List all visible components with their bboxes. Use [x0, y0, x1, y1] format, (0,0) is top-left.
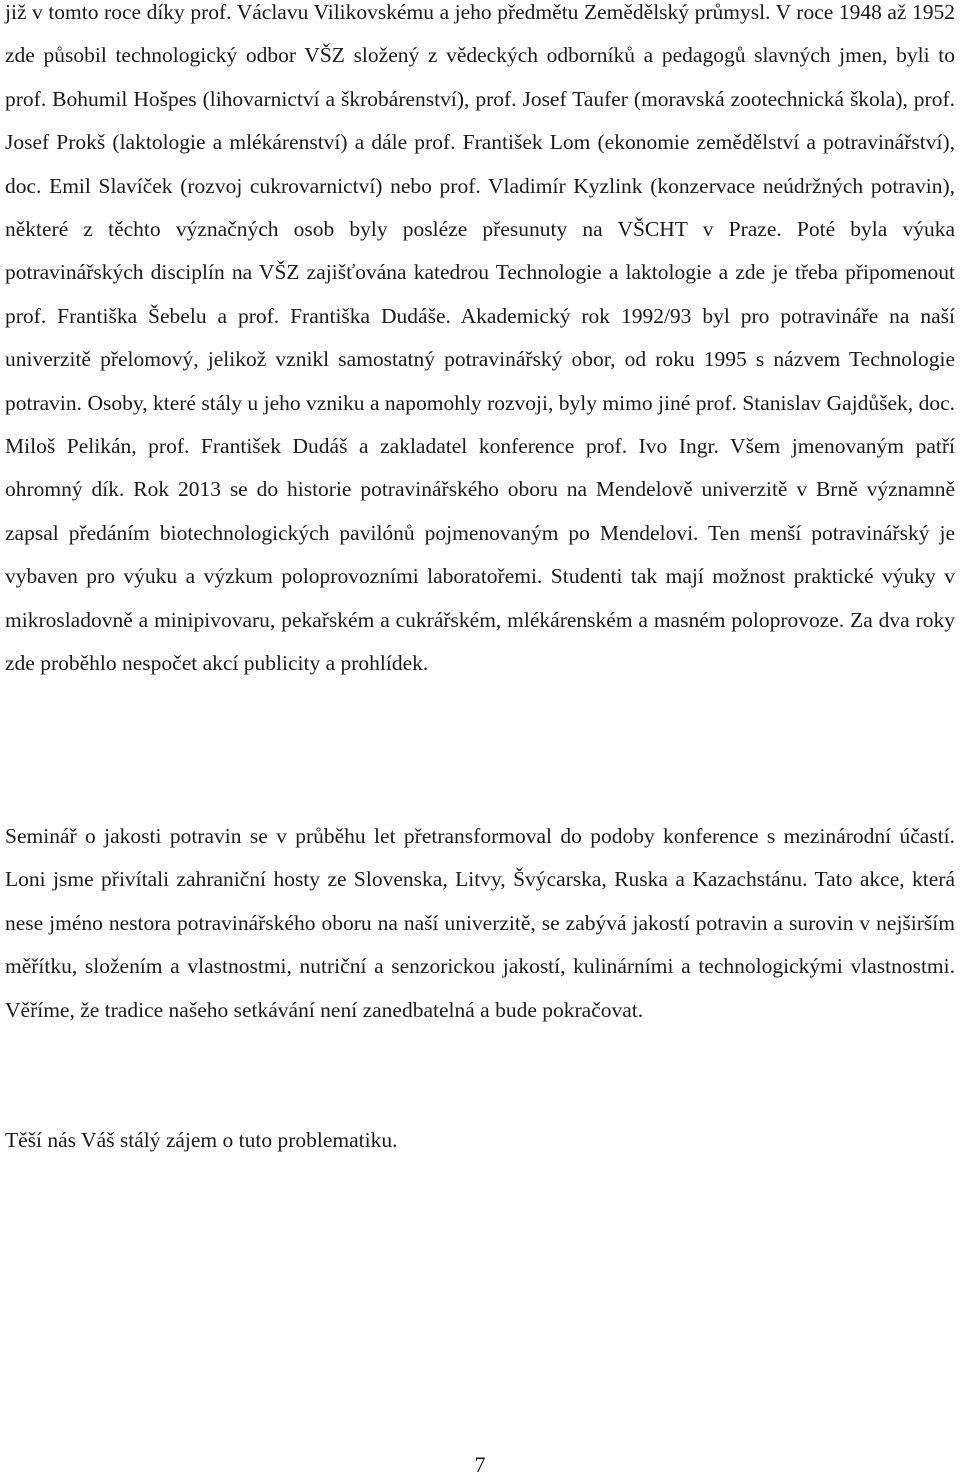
paragraph-history: již v tomto roce díky prof. Václavu Vilikovskému a jeho předmětu Zemědělský průmysl. V roce 1948 až 1952 zde působil technologický odbor VŠZ složený z vědeckých odborníků a pedagogů slavných jmen, byli to prof. Bohumil Hošpes (lihovarnictví a škrobárenství), prof. Josef Taufer (moravská zootechnická škola), prof. Josef Prokš (laktologie a mlékárenství) a dále prof. František Lom (ekonomie zemědělství a potravinářství), doc. Emil Slavíček (rozvoj cukrovarnictví) nebo prof. Vladimír Kyzlink (konzervace neúdržných potravin), některé z těchto význačných osob byly posléze přesunuty na VŠCHT v Praze. Poté byla výuka potravinářských disciplín na VŠZ zajišťována katedrou Technologie a laktologie a zde je třeba připomenout prof. Františka Šebelu a prof. Františka Dudáše. Akademický rok 1992/93 byl pro potravináře na naší univerzitě přelomový, jelikož vznikl samostatný potravinářský obor, od roku 1995 s názvem Technologie potravin. Osoby, které stály u jeho vzniku a napomohly rozvoji, byly mimo jiné prof. Stanislav Gajdůšek, doc. Miloš Pelikán, prof. František Dudáš a zakladatel konference prof. Ivo Ingr. Všem jmenovaným patří ohromný dík. Rok 2013 se do historie potravinářského oboru na Mendelově univerzitě v Brně významně zapsal předáním biotechnologických pavilónů pojmenovaným po Mendelovi. Ten menší potravinářský je vybaven pro výuku a výzkum poloprovozními laboratořemi. Studenti tak mají možnost praktické výuky v mikrosladovně a minipivovaru, pekařském a cukrářském, mlékárenském a masném poloprovoze. Za dva roky zde proběhlo nespočet akcí publicity a prohlídek.	[5, 0, 955, 676]
paragraph-seminar: Seminář o jakosti potravin se v průběhu let přetransformoval do podoby konference s mezinárodní účastí. Loni jsme přivítali zahraniční hosty ze Slovenska, Litvy, Švýcarska, Ruska a Kazachstánu. Tato akce, která nese jméno nestora potravinářského oboru na naší univerzitě, se zabývá jakostí potravin a surovin v nejširším měřítku, složením a vlastnostmi, nutriční a senzorickou jakostí, kulinárními a technologickými vlastnostmi. Věříme, že tradice našeho setkávání není zanedbatelná a bude pokračovat.	[5, 824, 955, 1022]
paragraph-closing: Těší nás Váš stálý zájem o tuto problematiku.	[5, 1128, 398, 1152]
page-number: 7	[474, 1452, 486, 1477]
